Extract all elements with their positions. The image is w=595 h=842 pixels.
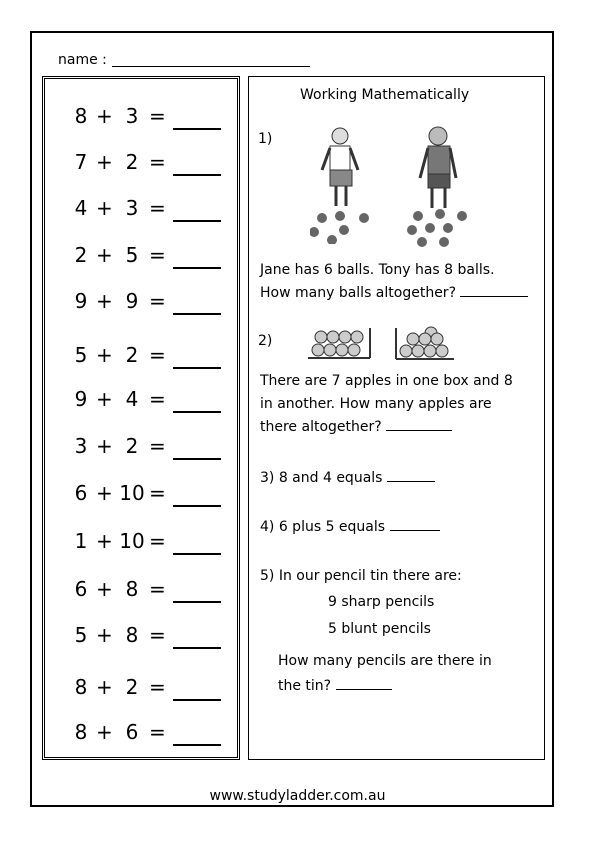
sum-row [45, 243, 243, 273]
question-4-text: 4) 6 plus 5 equals [260, 519, 386, 535]
answer-blank[interactable] [173, 647, 221, 649]
operand-b: 10 [119, 481, 145, 505]
equals-sign: = [149, 434, 166, 458]
question-2-line-2: in another. How many apples are [260, 396, 492, 412]
operand-a: 9 [74, 289, 88, 313]
operand-b: 8 [125, 577, 139, 601]
sum-row [45, 577, 243, 607]
question-5-line-2 [278, 675, 392, 698]
answer-blank[interactable] [173, 220, 221, 222]
answer-blank[interactable] [173, 744, 221, 746]
sum-row [45, 434, 243, 464]
operand-b: 3 [125, 104, 139, 128]
apple-box-2 [394, 324, 460, 362]
plus-sign: + [96, 623, 113, 647]
operand-a: 8 [74, 675, 88, 699]
sum-row [45, 196, 243, 226]
plus-sign: + [96, 387, 113, 411]
answer-blank[interactable] [173, 601, 221, 603]
answer-blank[interactable] [173, 267, 221, 269]
operand-a: 5 [74, 343, 88, 367]
plus-sign: + [96, 243, 113, 267]
answer-blank[interactable] [173, 458, 221, 460]
apple-box-1 [306, 326, 376, 362]
sum-row [45, 529, 243, 559]
answer-blank[interactable] [336, 677, 392, 690]
equals-sign: = [149, 675, 166, 699]
sums-panel [42, 76, 240, 760]
equals-sign: = [149, 387, 166, 411]
plus-sign: + [96, 481, 113, 505]
operand-b: 5 [125, 243, 139, 267]
question-1-text: How many balls altogether? [260, 285, 456, 301]
answer-blank[interactable] [173, 411, 221, 413]
answer-blank[interactable] [173, 699, 221, 701]
answer-blank[interactable] [173, 553, 221, 555]
answer-blank[interactable] [173, 128, 221, 130]
operand-b: 2 [125, 675, 139, 699]
sum-row [45, 387, 243, 417]
answer-blank[interactable] [173, 367, 221, 369]
question-1-number: 1) [258, 131, 273, 147]
operand-a: 3 [74, 434, 88, 458]
plus-sign: + [96, 196, 113, 220]
question-5-item-2: 5 blunt pencils [328, 621, 431, 637]
operand-a: 8 [74, 720, 88, 744]
plus-sign: + [96, 150, 113, 174]
question-5-text: the tin? [278, 678, 332, 694]
answer-blank[interactable] [173, 505, 221, 507]
boy-illustration [400, 124, 470, 248]
question-2-number: 2) [258, 333, 273, 349]
operand-b: 8 [125, 623, 139, 647]
operand-a: 9 [74, 387, 88, 411]
name-label: name : [58, 52, 107, 68]
plus-sign: + [96, 529, 113, 553]
question-4 [260, 516, 440, 539]
sum-row [45, 481, 243, 511]
question-2-text: there altogether? [260, 419, 382, 435]
equals-sign: = [149, 243, 166, 267]
answer-blank[interactable] [387, 469, 435, 482]
answer-blank[interactable] [390, 518, 440, 531]
footer-url[interactable]: www.studyladder.com.au [209, 788, 386, 804]
answer-blank[interactable] [173, 174, 221, 176]
equals-sign: = [149, 577, 166, 601]
name-field-line[interactable] [112, 66, 310, 67]
sum-row [45, 343, 243, 373]
operand-b: 10 [119, 529, 145, 553]
plus-sign: + [96, 675, 113, 699]
operand-b: 2 [125, 150, 139, 174]
operand-a: 1 [74, 529, 88, 553]
sum-row [45, 104, 243, 134]
operand-b: 3 [125, 196, 139, 220]
question-1-line-2 [260, 282, 528, 305]
sum-row [45, 675, 243, 705]
operand-b: 9 [125, 289, 139, 313]
equals-sign: = [149, 289, 166, 313]
answer-blank[interactable] [173, 313, 221, 315]
sum-row [45, 623, 243, 653]
operand-a: 2 [74, 243, 88, 267]
answer-blank[interactable] [386, 418, 452, 431]
question-3 [260, 467, 435, 490]
equals-sign: = [149, 196, 166, 220]
equals-sign: = [149, 623, 166, 647]
operand-a: 8 [74, 104, 88, 128]
equals-sign: = [149, 720, 166, 744]
plus-sign: + [96, 434, 113, 458]
plus-sign: + [96, 104, 113, 128]
operand-b: 4 [125, 387, 139, 411]
equals-sign: = [149, 343, 166, 367]
question-3-text: 3) 8 and 4 equals [260, 470, 383, 486]
question-5-line-1: How many pencils are there in [278, 653, 492, 669]
plus-sign: + [96, 343, 113, 367]
question-2-line-3 [260, 416, 452, 439]
sum-row [45, 289, 243, 319]
equals-sign: = [149, 104, 166, 128]
sum-row [45, 720, 243, 750]
equals-sign: = [149, 529, 166, 553]
plus-sign: + [96, 720, 113, 744]
operand-a: 6 [74, 577, 88, 601]
operand-a: 5 [74, 623, 88, 647]
answer-blank[interactable] [460, 284, 528, 297]
question-2-line-1: There are 7 apples in one box and 8 [260, 373, 513, 389]
operand-b: 2 [125, 343, 139, 367]
girl-illustration [310, 124, 370, 244]
operand-a: 7 [74, 150, 88, 174]
operand-b: 2 [125, 434, 139, 458]
operand-a: 6 [74, 481, 88, 505]
question-5-item-1: 9 sharp pencils [328, 594, 435, 610]
question-5-intro: 5) In our pencil tin there are: [260, 568, 462, 584]
sum-row [45, 150, 243, 180]
plus-sign: + [96, 577, 113, 601]
operand-a: 4 [74, 196, 88, 220]
operand-b: 6 [125, 720, 139, 744]
plus-sign: + [96, 289, 113, 313]
panel-title: Working Mathematically [300, 87, 470, 103]
question-1-line-1: Jane has 6 balls. Tony has 8 balls. [260, 262, 495, 278]
equals-sign: = [149, 150, 166, 174]
equals-sign: = [149, 481, 166, 505]
